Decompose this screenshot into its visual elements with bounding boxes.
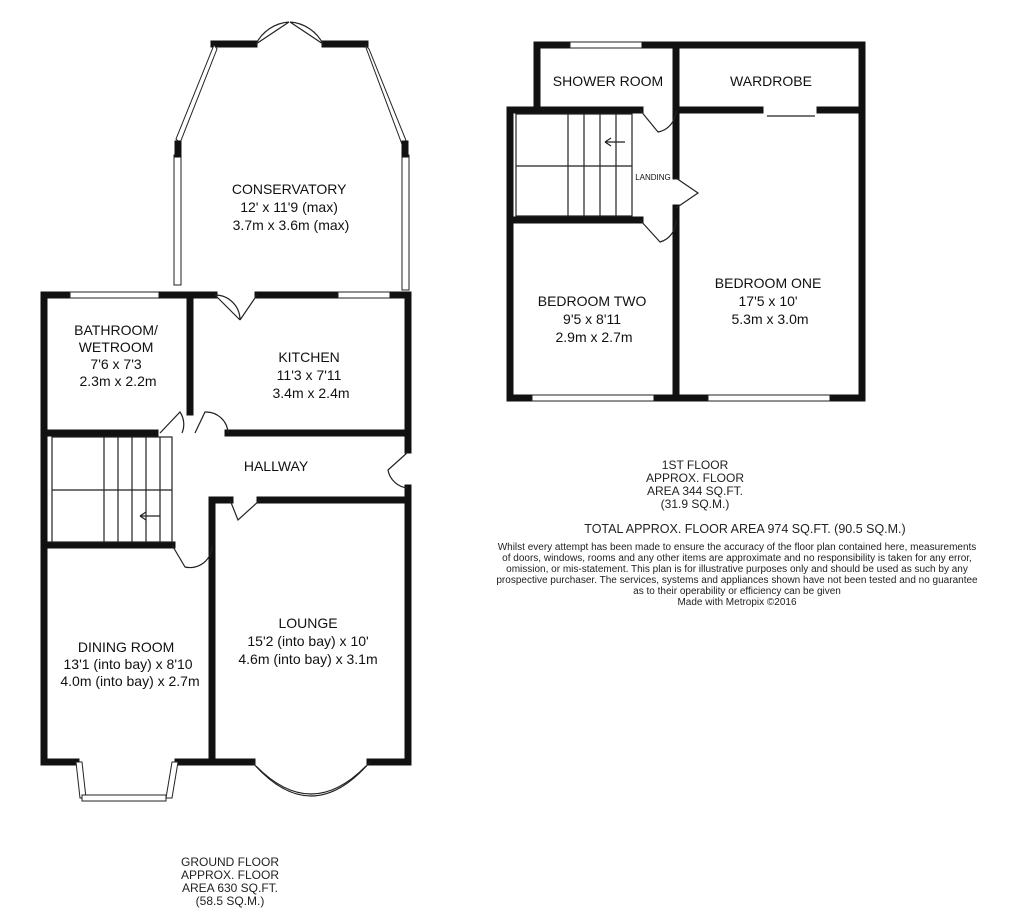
first-floor-walls bbox=[510, 42, 862, 401]
first-floor-area-block bbox=[600, 459, 790, 511]
ground-floor-area-block bbox=[135, 856, 325, 908]
disclaimer-line: of doors, windows, rooms and any other items are approximate and no responsibility is taken for any error, bbox=[502, 553, 972, 564]
ground-floor-area-line: (58.5 SQ.M.) bbox=[195, 894, 265, 908]
first-floor-area-line: AREA 344 SQ.FT. bbox=[646, 484, 744, 498]
dining-bay-window bbox=[76, 762, 178, 801]
bathroom-label: BATHROOM/ WETROOM 7'6 x 7'3 2.3m x 2.2m bbox=[74, 322, 158, 389]
conservatory-label: CONSERVATORY 12' x 11'9 (max) 3.7m x 3.6m (max) bbox=[231, 181, 350, 233]
first-floor-area-line: APPROX. FLOOR bbox=[645, 471, 745, 485]
first-floor-area-line: (31.9 SQ.M.) bbox=[660, 497, 730, 511]
ground-floor-area-line: APPROX. FLOOR bbox=[180, 868, 280, 882]
shower-room-label: SHOWER ROOM bbox=[552, 73, 664, 89]
dining-room-label: DINING ROOM 13'1 (into bay) x 8'10 4.0m (into bay) x 2.7m bbox=[60, 639, 200, 689]
ground-floor-area-line: GROUND FLOOR bbox=[180, 855, 279, 869]
ground-floor-area-line: AREA 630 SQ.FT. bbox=[181, 881, 279, 895]
kitchen-label: KITCHEN 11'3 x 7'11 3.4m x 2.4m bbox=[272, 349, 350, 401]
first-floor-area-line: 1ST FLOOR bbox=[661, 458, 729, 472]
first-floor-staircase bbox=[516, 114, 632, 216]
ground-floor-staircase bbox=[52, 437, 172, 542]
disclaimer-line: Made with Metropix ©2016 bbox=[677, 597, 797, 608]
total-floor-area: TOTAL APPROX. FLOOR AREA 974 SQ.FT. (90.5 SQ.M.) bbox=[584, 522, 906, 536]
bedroom-two-label: BEDROOM TWO 9'5 x 8'11 2.9m x 2.7m bbox=[537, 293, 647, 345]
disclaimer-line: Whilst every attempt has been made to ensure the accuracy of the floor plan contained here, measurements bbox=[497, 542, 977, 553]
lounge-bay-window bbox=[252, 762, 370, 796]
disclaimer bbox=[452, 542, 1022, 608]
disclaimer-line: omission, or mis-statement. This plan is for illustrative purposes only and should be used as such by any bbox=[506, 564, 968, 575]
hallway-label: HALLWAY bbox=[243, 458, 309, 474]
lounge-label: LOUNGE 15'2 (into bay) x 10' 4.6m (into bay) x 3.1m bbox=[238, 615, 378, 667]
conservatory-outline bbox=[174, 22, 409, 290]
disclaimer-line: as to their operability or efficiency can be given bbox=[633, 586, 841, 597]
landing-label: LANDING bbox=[635, 173, 671, 182]
bedroom-one-label: BEDROOM ONE 17'5 x 10' 5.3m x 3.0m bbox=[714, 275, 822, 327]
first-floor-plan bbox=[510, 42, 862, 401]
disclaimer-line: prospective purchaser. The services, systems and appliances shown have not been tested and no guarantee bbox=[496, 575, 978, 586]
wardrobe-label: WARDROBE bbox=[730, 73, 812, 89]
